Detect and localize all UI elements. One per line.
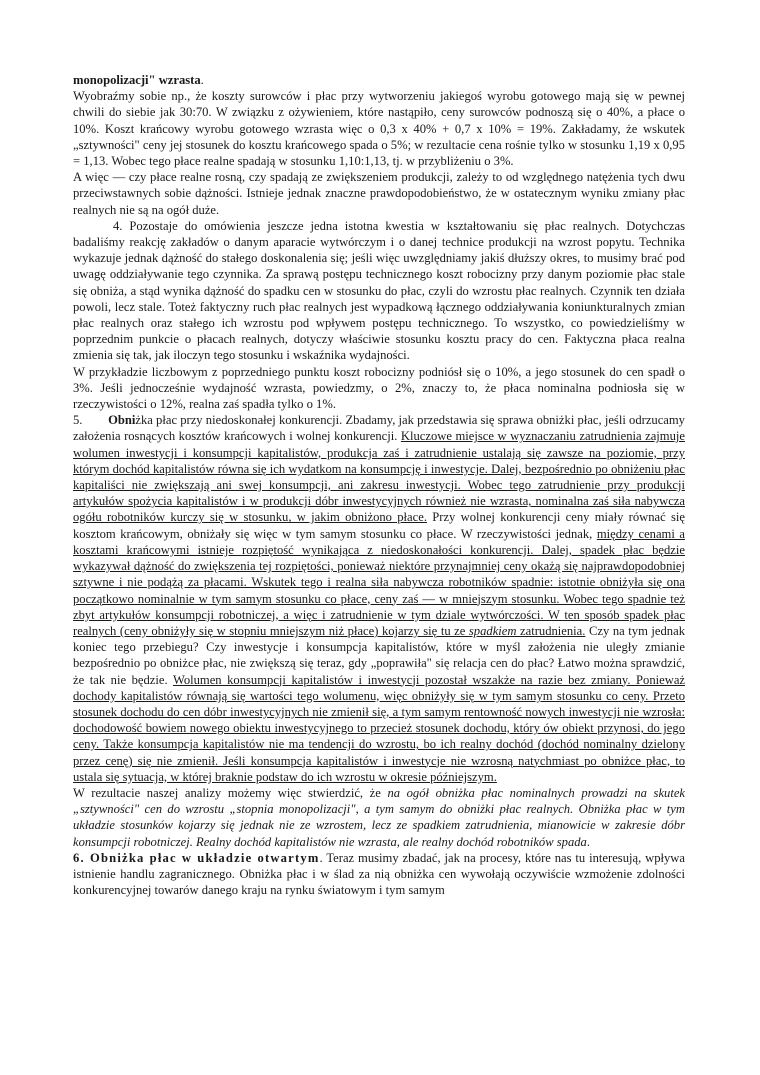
text-segment: Czy na tym jednak koniec tego przebiegu? Czy inwestycje i konsumpcja kapitalistów, które w myśl założenia nie uległy zmianie bezpośrednio po obniżce płac, nie zwiększą się teraz, gdy „poprawiła" się relacja cen do płac? Łatwo można sprawdzić, że tak nie będzie. <box>73 623 685 687</box>
underlined-text: Wolumen konsumpcji kapitalistów i inwestycji pozostał wszakże na razie bez zmiany. Ponieważ dochody kapitalistów równają się wartości tego wolumenu, więc obniżyły się w tym samym stosunku co ceny. Przeto stosunek dochodu do cen dóbr inwestycyjnych nie zmienił się, a tym samym rentowność nowych inwestycji nie wzrosła: dochodowość bowiem nowego obiektu inwestycyjnego to przecież stosunek dochodu, który ów obiekt przynosi, do jego ceny. Także konsumpcja kapitalistów nie ma tendencji do wzrostu, bo ich realny dochód (dochód nominalny dzielony przez cenę) się nie zmienił. Jeśli konsumpcja kapitalistów i inwestycje nie wzrosną natychmiast po obniżce płac, to ustala się sytuacja, w której braknie podstaw do ich wzrostu w okresie późniejszym. <box>73 672 686 784</box>
text-segment: . <box>586 834 590 849</box>
section-heading-bold: 6. Obniżka płac w układzie otwartym <box>73 850 320 865</box>
text-segment: 4. Pozostaje do omówienia jeszcze jedna istotna kwestia w kształtowaniu się płac realnych. Dotychczas badaliśmy reakcję zakładów o danym aparacie wytwórczym i o danej technice produkcji na wzrost popytu. Technika wykazuje jednak dążność do stałego doskonalenia się; jeśli więc uwzględniamy jakiś dłuższy okres, to musimy brać pod uwagę oddziaływanie tego czynnika. Za sprawą postępu technicznego koszt robocizny przy danym poziomie płac stale się obniża, a stąd wynika dążność do spadku cen w stosunku do płac, czyli do wzrostu płac realnych. Czynnik ten działa powoli, lecz stale. Toteż faktyczny ruch płac realnych jest wypadkową łącznego oddziaływania koniunkturalnych zmian płac realnych oraz stałego ich wzrostu pod wpływem postępu technicznego. To wszystko, co powiedzieliśmy w poprzednim punkcie o płacach realnych, dotyczy właściwie stosunku kosztu pracy do cen. Faktyczna płaca realna zmienia się tak, jak iloczyn tego stosunku i wskaźnika wydajności. <box>73 218 685 363</box>
paragraph-section-6 <box>73 850 685 899</box>
underlined-italic-text: spadkiem <box>468 623 517 638</box>
text-segment: Wyobraźmy sobie np., że koszty surowców i płac przy wytworzeniu jakiegoś wyrobu gotowego mają się w pewnej chwili do siebie jak 30:70. W związku z ożywieniem, które nastąpiło, ceny surowców podnoszą się o 40%, a płace o 10%. Koszt krańcowy wyrobu gotowego wzrasta więc o 0,3 x 40% + 0,7 x 10% = 19%. Zakładamy, że wskutek „sztywności" ceny jej stosunek do kosztu krańcowego spada o 5%; w rezultacie cena rośnie tylko w stosunku 1,19 x 0,95 = 1,13. Wobec tego płace realne spadają w stosunku 1,10:1,13, tj. w przybliżeniu o 3%. <box>73 89 685 169</box>
underlined-text: między cenami a kosztami krańcowymi istnieje rozpiętość wynikająca z niedoskonałości konkurencji. Dalej, spadek płac będzie wykazywał dążność do zwiększenia tej rozpiętości, ponieważ niektóre przynajmniej ceny okażą się najprawdopodobniej sztywne i nie podążą za płacami. Wskutek tego i realna siła nabywcza robotników spadnie: istotnie obniżyła się ona początkowo nominalnie w tym samym stosunku co płace, ceny zaś — w mniejszym stosunku. Wobec tego spadnie też zbyt artykułów konsumpcji robotniczej, a więc i zatrudnienie w tym dziale wytwórczości. W ten sposób spadek płac realnych (ceny obniżyły się w stopniu mniejszym niż płace) kojarzy się tu ze <box>73 526 685 638</box>
paragraph-conclusion <box>73 169 685 218</box>
paragraph-continuation <box>73 72 685 88</box>
paragraph-summary <box>73 785 685 850</box>
text-segment: Przy wolnej konkurencji ceny miały równać się kosztom krańcowym, obniżały się więc w tym samym stosunku co płace. W rzeczywistości jednak, <box>73 510 686 541</box>
text-segment: żka płac przy niedoskonałej konkurencji. Zbadamy, jak przedstawia się sprawa obniżki płac, jeśli odrzucamy założenia rosnących kosztów krańcowych i wolnej konkurencji. <box>73 413 685 444</box>
paragraph-section-4 <box>73 218 685 364</box>
italic-text: na ogół obniżka płac nominalnych prowadzi na skutek „sztywności" cen do wzrostu „stopnia monopolizacji", a tym samym do obniżki płac realnych. Obniżka płac w tym układzie stosunków kojarzy się jednak nie ze wzrostem, lecz ze spadkiem zatrudnienia, mianowicie w zakresie dóbr konsumpcji robotniczej. Realny dochód kapitalistów nie wzrasta, ale realny dochód robotników spada <box>73 785 686 849</box>
bold-text: monopolizacji" wzrasta <box>73 73 201 87</box>
underlined-text: zatrudnienia. <box>516 623 586 638</box>
text-segment: A więc — czy płace realne rosną, czy spadają ze zwiększeniem produkcji, zależy to od względnego natężenia tych dwu przeciwstawnych sobie dążności. Istnieje jednak znaczne prawdopodobieństwo, że w ostatecznym wyniku zmiany płac realnych nie są na ogół duże. <box>73 170 685 217</box>
paragraph-numeric-example <box>73 364 685 413</box>
section-number: 5. <box>73 413 109 428</box>
paragraph-example <box>73 88 685 169</box>
text-segment: . <box>200 73 204 87</box>
text-segment: W przykładzie liczbowym z poprzedniego punktu koszt robocizny podniósł się o 10%, a jego stosunek do cen spadł o 3%. Jeśli jednocześnie wydajność wzrasta, powiedzmy, o 2%, znaczy to, że płaca nominalna podniosła się w rzeczywistości o 12%, realna zaś spadła tylko o 1%. <box>73 364 685 412</box>
text-segment: . Teraz musimy zbadać, jak na procesy, które nas tu interesują, wpływa istnienie handlu zagranicznego. Obniżka płac i w ślad za nią obniżka cen wywołają oczywiście wzmożenie zdolności konkurencyjnej towarów danego kraju na rynku światowym i tym samym <box>73 850 685 898</box>
paragraph-section-5 <box>73 412 685 785</box>
text-segment: W rezultacie naszej analizy możemy więc stwierdzić, że <box>73 785 388 800</box>
underlined-text: Kluczowe miejsce w wyznaczaniu zatrudnienia zajmuje wolumen inwestycji i konsumpcji kapitalistów, produkcja zaś i zatrudnienie ustalają się zawsze na poziomie, przy którym dochód kapitalistów równa się ich wydatkom na konsumpcję i inwestycje. Dalej, bezpośrednio po obniżeniu płac kapitaliści nie zwiększają ani swej konsumpcji, ani zakresu inwestycji. Wobec tego zatrudnienie przy produkcji artykułów spożycia kapitalistów i w produkcji dóbr inwestycyjnych również nie wzrasta, nominalna zaś siła nabywcza ogółu robotników kurczy się w stosunku, w jakim obniżono płace. <box>73 429 685 525</box>
section-heading-bold: Obni <box>108 413 136 428</box>
